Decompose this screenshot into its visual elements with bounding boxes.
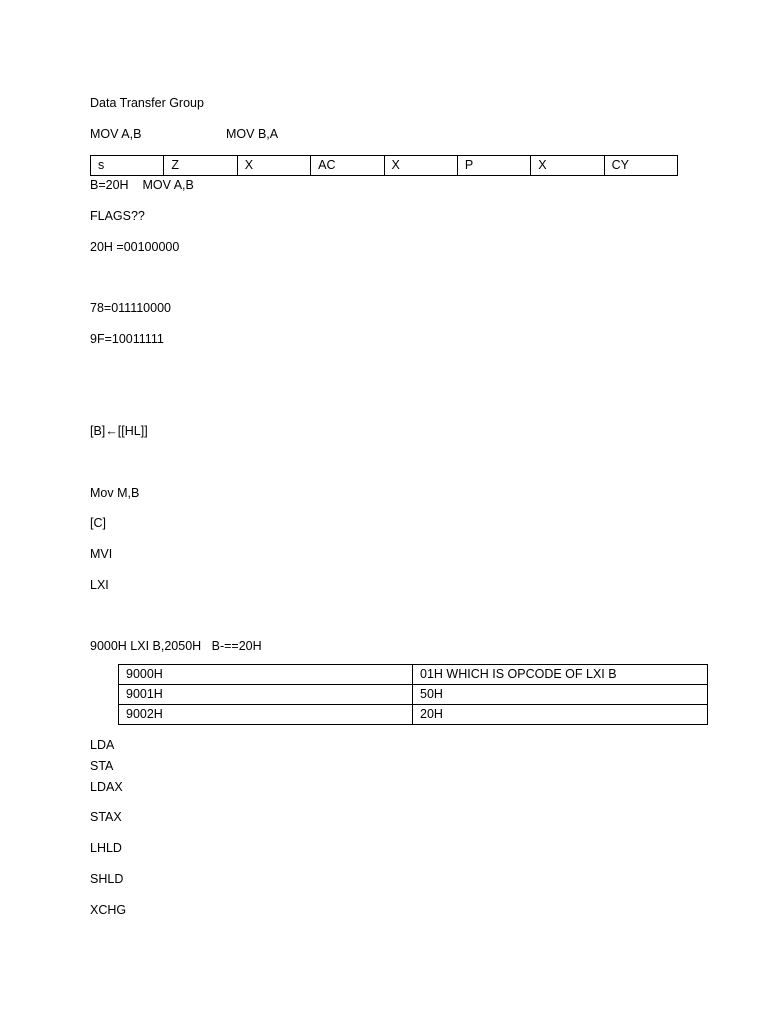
hex-9f-binary: 9F=10011111 [90,332,164,346]
lhld-text: LHLD [90,841,122,855]
memory-address-cell: 9002H [119,705,413,725]
c-register-text: [C] [90,516,106,530]
memory-value-cell: 01H WHICH IS OPCODE OF LXI B [413,665,708,685]
flag-cell-x3: X [531,156,604,176]
ldax-text: LDAX [90,780,123,794]
memory-address-cell: 9000H [119,665,413,685]
flag-cell-p: P [457,156,530,176]
shld-text: SHLD [90,872,124,886]
lxi-example-text: 9000H LXI B,2050H B-==20H [90,639,262,653]
xchg-text: XCHG [90,903,127,917]
flag-cell-x1: X [237,156,310,176]
flag-cell-z: Z [164,156,237,176]
table-row [119,665,708,685]
hl-indirect-text: [[HL]] [117,424,148,438]
flags-row [91,156,678,176]
flags-register-table [90,155,678,176]
memory-value-cell: 50H [413,685,708,705]
table-row [119,705,708,725]
sta-text: STA [90,759,114,773]
b-register-text: [B] [90,424,106,438]
indirect-load-expression [90,423,148,439]
flag-cell-s: s [91,156,164,176]
left-arrow-icon: ← [105,424,118,438]
flag-cell-cy: CY [604,156,677,176]
memory-table [118,664,708,725]
b-equals-line: B=20H MOV A,B [90,178,194,192]
stax-text: STAX [90,810,122,824]
section-heading: Data Transfer Group [90,96,204,110]
table-row [119,685,708,705]
mov-b-a-text: MOV B,A [226,127,279,141]
mov-a-b-text: MOV A,B [90,127,142,141]
lxi-text: LXI [90,578,109,592]
mvi-text: MVI [90,547,113,561]
memory-address-cell: 9001H [119,685,413,705]
lda-text: LDA [90,738,115,752]
memory-value-cell: 20H [413,705,708,725]
flag-cell-ac: AC [311,156,384,176]
flag-cell-x2: X [384,156,457,176]
hex-20-binary: 20H =00100000 [90,240,180,254]
flags-question: FLAGS?? [90,209,145,223]
mov-m-b-text: Mov M,B [90,486,140,500]
hex-78-binary: 78=011110000 [90,301,171,315]
